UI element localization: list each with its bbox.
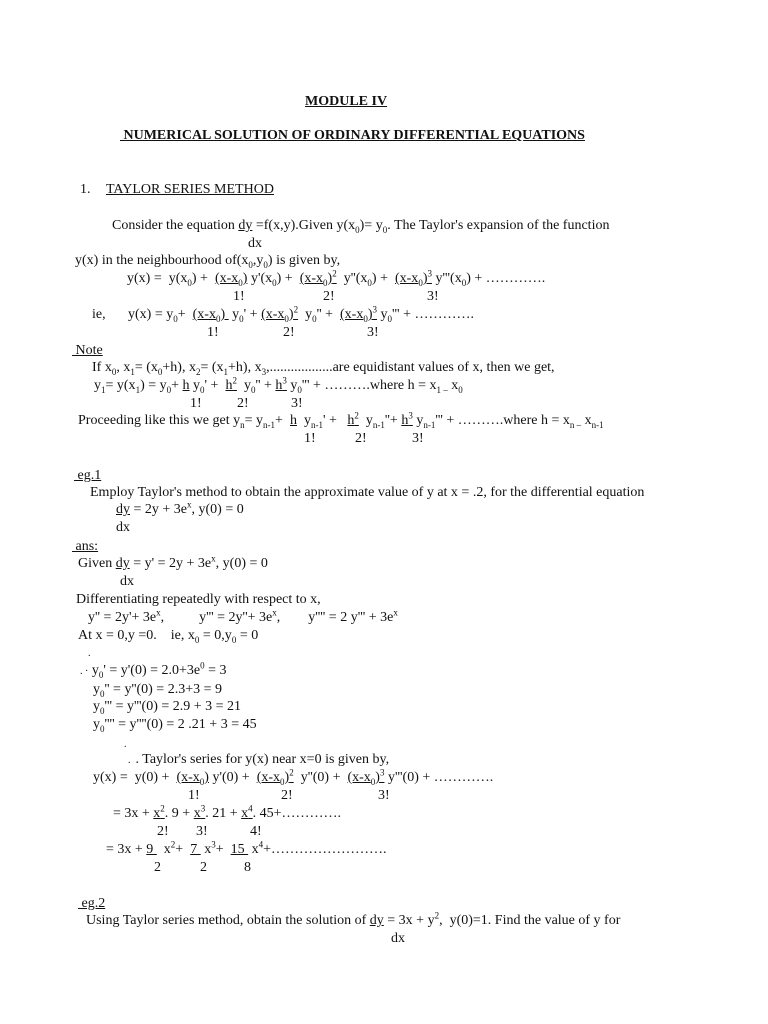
eg1-statement: Employ Taylor's method to obtain the approximate value of y at x = .2, for the differential equation xyxy=(90,485,645,500)
therefore-mark-1: . xyxy=(88,648,91,659)
denom-1: 1! xyxy=(233,289,245,304)
eg1-v1: . · $y_0' = y'(0) = 2.0+3e^0 = 3$ xyxy=(80,660,227,680)
eg1-initial: At x = 0,y =0. ie, $x_0 = 0,y_0 = 0$ xyxy=(78,628,259,645)
eg1-r1-denom-3: 4! xyxy=(250,824,262,839)
chapter-title: NUMERICAL SOLUTION OF ORDINARY DIFFERENTIAL EQUATIONS xyxy=(123,128,585,143)
eg1-dx: dx xyxy=(116,520,130,535)
eg1-diff: Differentiating repeatedly with respect to x, xyxy=(76,592,321,607)
taylor-expansion: $y(x) = y(x_0) + (x-x_0) y'(x_0) + (x-x_0)^2$ $y''(x_0) + (x-x_0)^3$ $y'''(x_0)$ + …………. xyxy=(127,268,546,288)
eg1-series: $y(x) = y(0) + (x-x_0) y'(0) + (x-x_0)^2$ $y''(0) + (x-x_0)^3$ y'''(0) + …………. xyxy=(93,767,494,787)
ie-label: ie, xyxy=(92,307,106,322)
eg1-given-dx: dx xyxy=(120,574,134,589)
denom-1b: 1! xyxy=(207,325,219,340)
note-line-1: If $x_0$, $x_1= (x_0+h)$, $x_2= (x_1+h)$, $x_3,..................are$ equidistant values of x, then we get, xyxy=(92,360,555,377)
note-denom-1: 1! xyxy=(190,396,202,411)
eg1-series-intro: . . Taylor's series for y(x) near x=0 is given by, xyxy=(128,752,390,767)
intro-dx: dx xyxy=(248,236,262,251)
intro-line-2: y(x) in the neighbourhood $of(x_0,y_0)$ is given by, xyxy=(75,253,341,270)
denom-2: 2! xyxy=(323,289,335,304)
eg1-r2-denom-3: 8 xyxy=(244,860,251,875)
eg1-derivatives: $y'' = 2y'+ 3e^x$, $y''' = 2y''+ 3e^x$, y'''' = 2 $y''' + 3e^x$ xyxy=(88,607,398,625)
note-denom-6: 3! xyxy=(412,431,424,446)
note-denom-4: 1! xyxy=(304,431,316,446)
intro-line-1: Consider the equation dy =f(x,y).Given $y(x_0)= y_0$. The Taylor's expansion of the function xyxy=(112,218,610,235)
eg1-label: eg.1 xyxy=(77,468,102,483)
ans-label: ans: xyxy=(75,539,99,554)
eg2-statement: Using Taylor series method, obtain the solution of dy = $3x + y^2$, y(0)=1. Find the value of y for xyxy=(86,910,621,928)
eg1-v4: $y_0'''' = y''''(0) = 2$ .21 + 3 = 45 xyxy=(93,717,257,734)
eg2-label: eg.2 xyxy=(81,896,106,911)
denom-3: 3! xyxy=(427,289,439,304)
eg1-r1-denom-1: 2! xyxy=(157,824,169,839)
eg1-equation: dy = $2y + 3e^x$, y(0) = 0 xyxy=(116,499,244,517)
denom-2b: 2! xyxy=(283,325,295,340)
note-line-3: Proceeding like this we get $y_n= y_{n-1}+ h$ $y_{n-1}' + h^2$ $y_{n-1}''+ h^3$ $y_{n-1}'''$ + ……….where $h = x_{n -}$ $x_{n-1}$ xyxy=(78,410,604,430)
note-denom-3: 3! xyxy=(291,396,303,411)
module-title: MODULE IV xyxy=(305,94,388,109)
eg1-given: Given dy = $y' = 2y + 3e^x$, y(0) = 0 xyxy=(78,553,268,571)
note-line-2: $y_1= y(x_1) = y_0+ h$ $y_0' + h^2$ $y_0'' + h^3$ $y_0'''$ + ……….where $h = x_{1 -}$ $x_0$ xyxy=(94,375,463,395)
therefore-mark-2: . xyxy=(124,739,127,750)
eg1-v2: $y_0'' = y''(0) = 2.3+3 = 9$ xyxy=(93,682,222,699)
eg1-result-2: = 3x + 9 $x^2+ 7$ $x^3+ 15$ $x^4+\dots\dots\dots\dots\dots\dots\dots\dots$. xyxy=(106,839,387,857)
denom-3b: 3! xyxy=(367,325,379,340)
eg1-v3: $y_0''' = y'''(0) = 2.9 + 3 = 21$ xyxy=(93,699,242,716)
note-label: Note xyxy=(75,343,103,358)
note-denom-2: 2! xyxy=(237,396,249,411)
eg1-r2-denom-1: 2 xyxy=(154,860,161,875)
eg1-r1-denom-2: 3! xyxy=(196,824,208,839)
eg1-denom-2: 2! xyxy=(281,788,293,803)
eg2-dx: dx xyxy=(391,931,405,946)
eg1-denom-1: 1! xyxy=(188,788,200,803)
eg1-denom-3: 3! xyxy=(378,788,390,803)
eg1-result-1: = $3x + x^2$. $9 + x^3$. $21 + x^4$. 45+…………. xyxy=(113,803,342,821)
eg1-r2-denom-2: 2 xyxy=(200,860,207,875)
taylor-short: $y(x) = y_0+ (x-x_0) y_0' + (x-x_0)^2$ $y_0'' + (x-x_0)^3$ $y_0'''$ + …………. xyxy=(128,304,474,324)
section-number: 1. xyxy=(80,182,91,197)
note-denom-5: 2! xyxy=(355,431,367,446)
section-title: TAYLOR SERIES METHOD xyxy=(106,182,274,197)
